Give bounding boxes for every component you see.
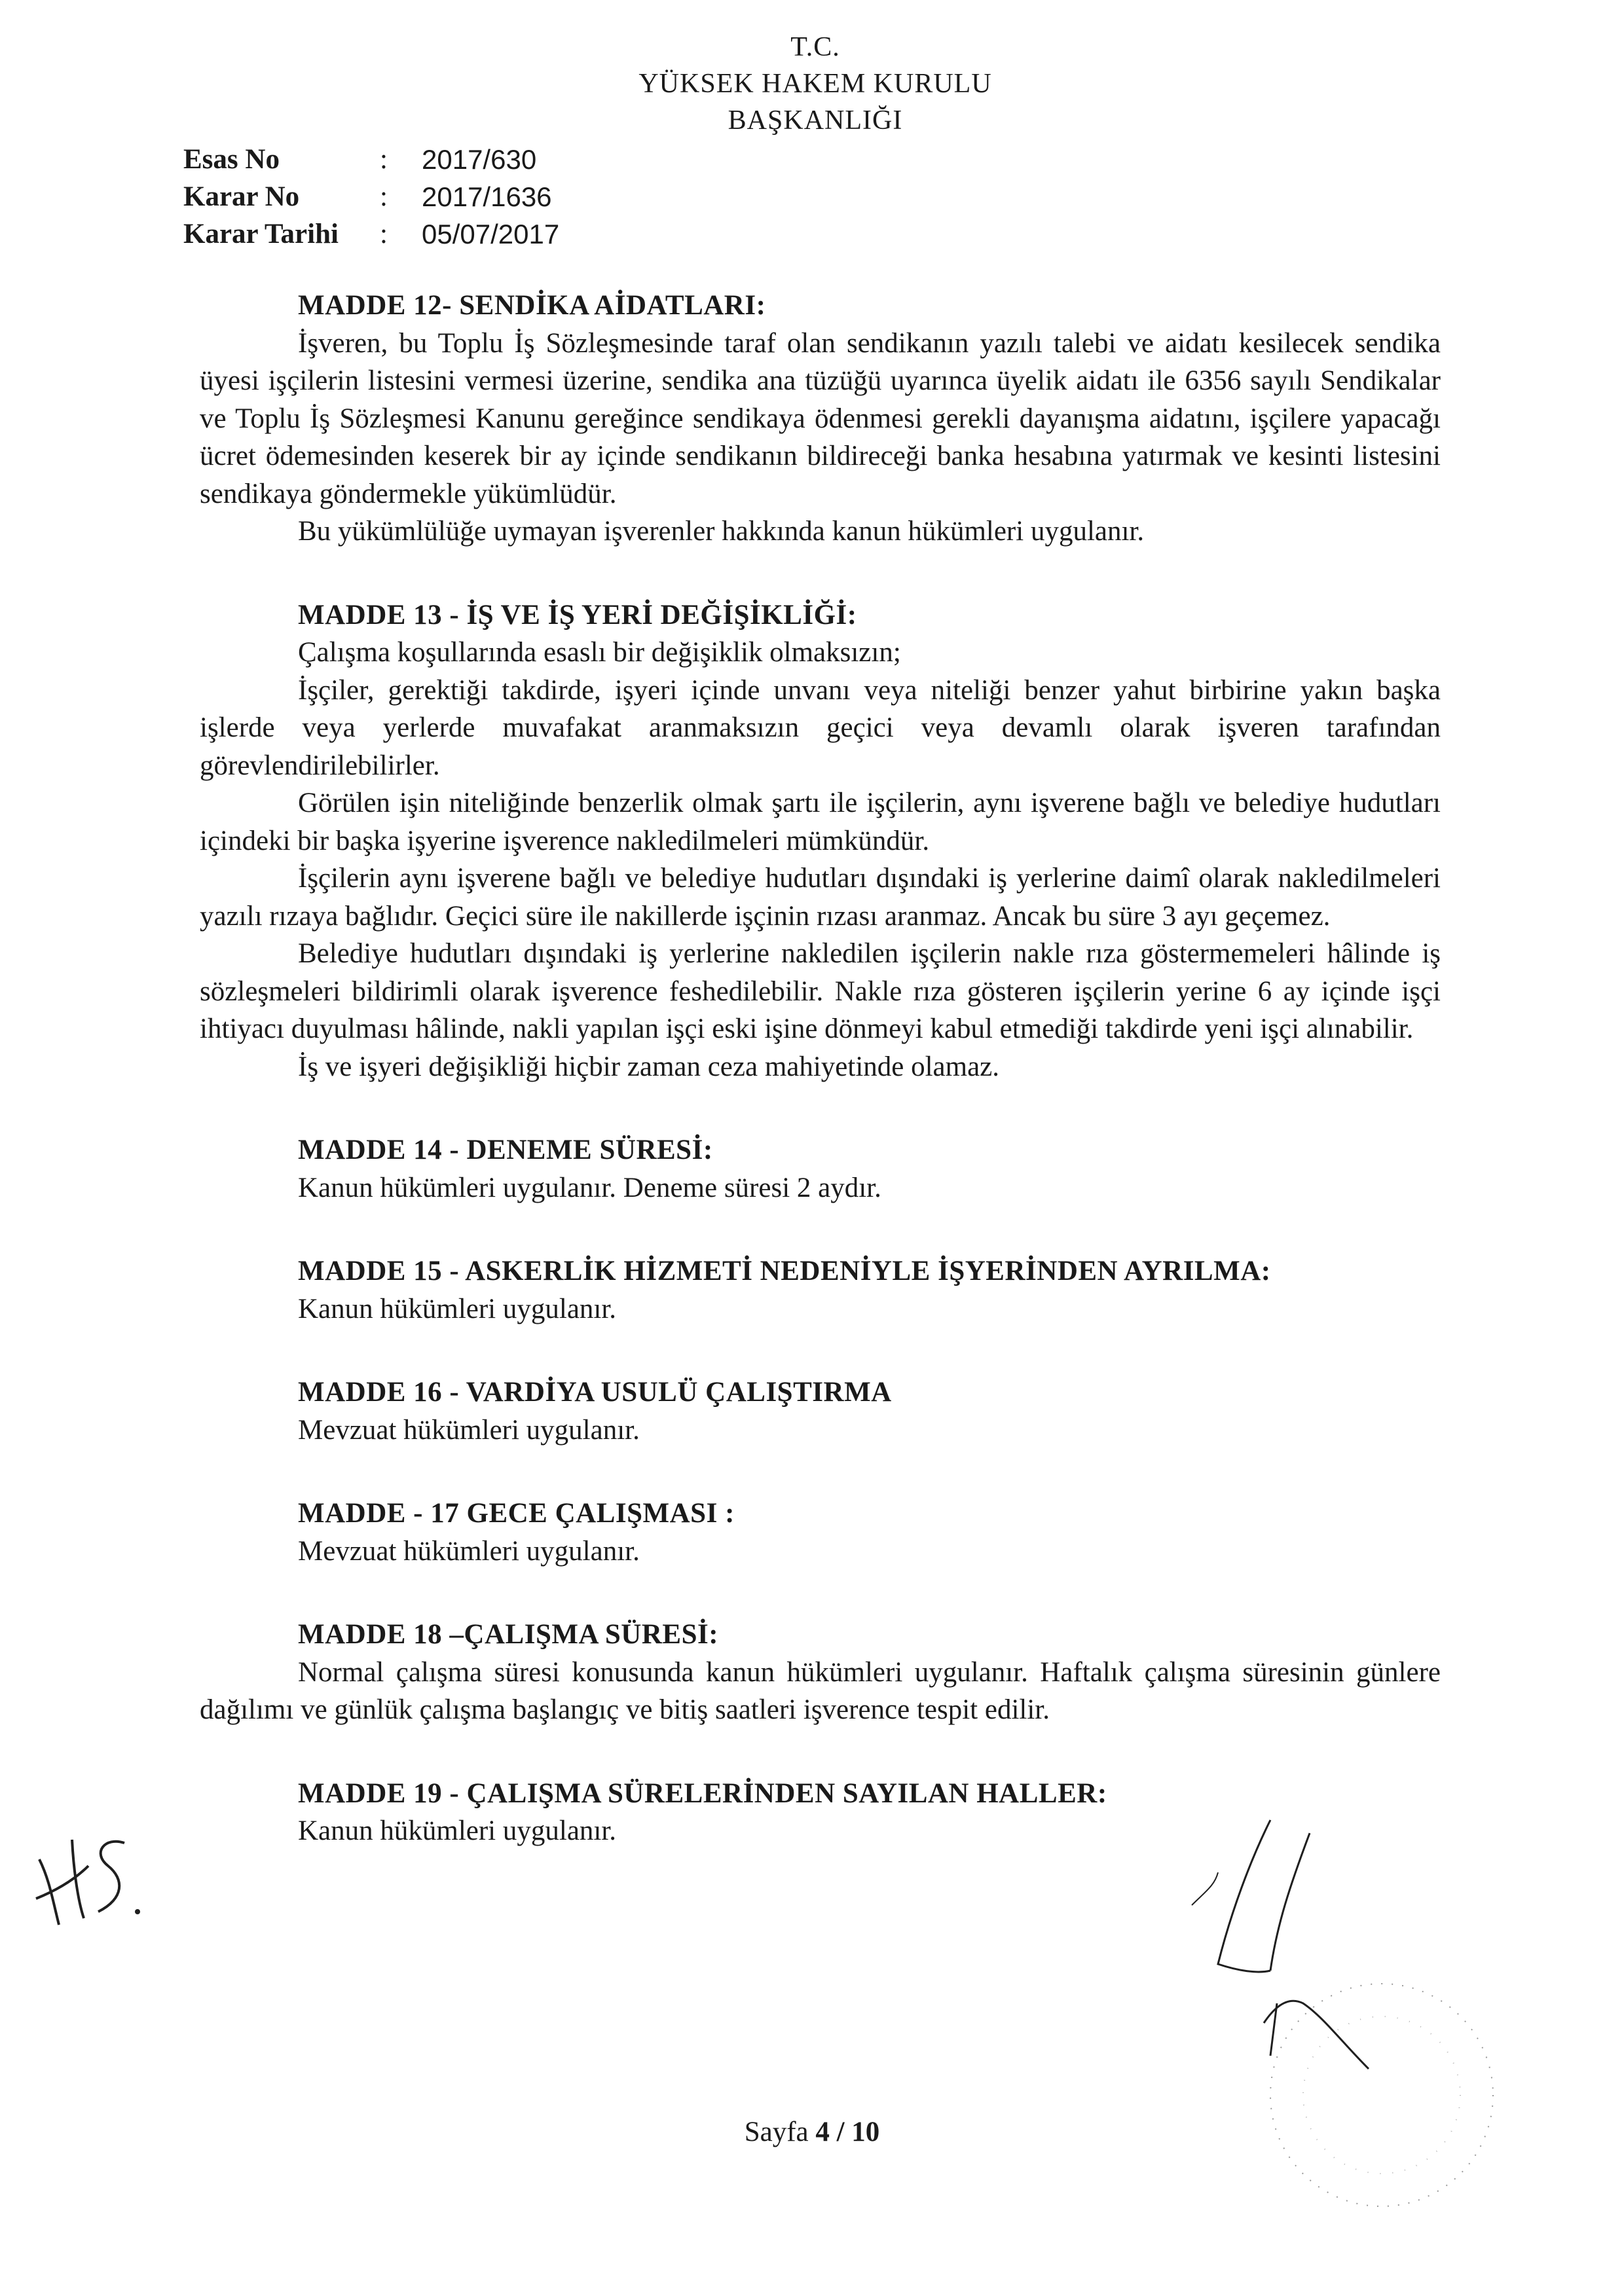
article-title: MADDE 12- SENDİKA AİDATLARI:	[298, 290, 766, 321]
article-14	[200, 1131, 1441, 1207]
meta-row	[183, 141, 559, 178]
header-office: BAŞKANLIĞI	[728, 105, 903, 136]
paragraph: İş ve işyeri değişikliği hiçbir zaman ceza mahiyetinde olamaz.	[298, 1051, 1000, 1082]
paragraph: İşveren, bu Toplu İş Sözleşmesinde taraf olan sendikanın yazılı talebi ve aidatı kesilecek sendika üyesi işçilerin listesini vermesi üzerine, sendika ana tüzüğü uyarınca üyelik aidatı ile 6356 sayılı Sendikalar ve Toplu İş Sözleşmesi Kanunu gereğince sendikaya ödenmesi gerekli dayanışma aidatını, işçilere yapacağı ücret ödemesinden keserek bir ay içinde sendikanın bildireceği banka hesabına yatırmak ve kesinti listesini sendikaya göndermekle yükümlüdür.	[200, 327, 1441, 509]
meta-row	[183, 215, 559, 253]
paragraph: İşçiler, gerektiği takdirde, işyeri içinde unvanı veya niteliği benzer yahut birbirine yakın başka işlerde veya yerlerde muvafakat aranmaksızın geçici veya devamlı olarak işveren tarafından görevlendirilebilirler.	[200, 674, 1441, 781]
meta-label: Karar Tarihi	[183, 219, 339, 249]
page-number: 4 / 10	[815, 2117, 880, 2147]
article-title: MADDE - 17 GECE ÇALIŞMASI :	[298, 1498, 735, 1529]
article-17	[200, 1495, 1441, 1570]
paragraph: Belediye hudutları dışındaki iş yerlerine nakledilen işçilerin nakle rıza göstermemeleri hâlinde iş sözleşmeleri bildirimli olarak işverence feshedilebilir. Nakle rıza gösteren işçilerin yerine 6 ay içinde işçi ihtiyacı duyulması hâlinde, nakli yapılan işçi eski işine dönmeyi kabul etmediği takdirde yeni işçi alınabilir.	[200, 938, 1441, 1044]
case-metadata	[183, 141, 559, 253]
article-title: MADDE 13 - İŞ VE İŞ YERİ DEĞİŞİKLİĞİ:	[298, 599, 857, 630]
meta-value: 2017/630	[422, 144, 537, 175]
article-18	[200, 1616, 1441, 1729]
page-label: Sayfa	[744, 2117, 816, 2147]
paragraph: İşçilerin aynı işverene bağlı ve belediye hudutları dışındaki iş yerlerine daimî olarak nakledilmeleri yazılı rızaya bağlıdır. Geçici süre ile nakillerde işçinin rızası aranmaz. Ancak bu süre 3 ayı geçemez.	[200, 863, 1441, 932]
meta-label: Esas No	[183, 144, 280, 175]
document-body	[200, 287, 1441, 1850]
meta-colon: :	[380, 144, 388, 175]
article-title: MADDE 18 –ÇALIŞMA SÜRESİ:	[298, 1619, 719, 1650]
faded-stamp	[1231, 1951, 1532, 2239]
paragraph: Çalışma koşullarında esaslı bir değişiklik olmaksızın;	[298, 637, 901, 668]
article-title: MADDE 15 - ASKERLİK HİZMETİ NEDENİYLE İŞYERİNDEN AYRILMA:	[298, 1256, 1271, 1286]
paragraph: Kanun hükümleri uygulanır. Deneme süresi 2 aydır.	[298, 1172, 881, 1203]
paragraph: Kanun hükümleri uygulanır.	[298, 1293, 617, 1324]
meta-colon: :	[380, 181, 388, 212]
meta-colon: :	[380, 219, 388, 249]
paragraph: Kanun hükümleri uygulanır.	[298, 1815, 617, 1846]
header-institution: YÜKSEK HAKEM KURULU	[638, 69, 992, 99]
header-country: T.C.	[790, 32, 840, 62]
paragraph: Normal çalışma süresi konusunda kanun hükümleri uygulanır. Haftalık çalışma süresinin günlere dağılımı ve günlük çalışma başlangıç ve bitiş saatleri işverence tespit edilir.	[200, 1656, 1441, 1725]
meta-label: Karar No	[183, 181, 300, 212]
article-12	[200, 287, 1441, 551]
page-footer	[0, 2116, 1624, 2148]
article-13	[200, 596, 1441, 1086]
article-15	[200, 1252, 1441, 1328]
meta-row	[183, 178, 559, 215]
paragraph: Mevzuat hükümleri uygulanır.	[298, 1535, 640, 1567]
article-title: MADDE 16 - VARDİYA USULÜ ÇALIŞTIRMA	[298, 1377, 892, 1408]
paragraph: Görülen işin niteliğinde benzerlik olmak şartı ile işçilerin, aynı işverene bağlı ve belediye hudutları içindeki bir başka işyerine işverence nakledilmeleri mümkündür.	[200, 788, 1441, 856]
meta-value: 05/07/2017	[422, 219, 560, 249]
paragraph: Bu yükümlülüğe uymayan işverenler hakkında kanun hükümleri uygulanır.	[298, 516, 1145, 547]
handwritten-initials	[26, 1820, 157, 1931]
article-title: MADDE 19 - ÇALIŞMA SÜRELERİNDEN SAYILAN HALLER:	[298, 1777, 1107, 1809]
article-16	[200, 1374, 1441, 1449]
meta-value: 2017/1636	[422, 181, 552, 212]
article-title: MADDE 14 - DENEME SÜRESİ:	[298, 1135, 713, 1165]
paragraph: Mevzuat hükümleri uygulanır.	[298, 1414, 640, 1446]
